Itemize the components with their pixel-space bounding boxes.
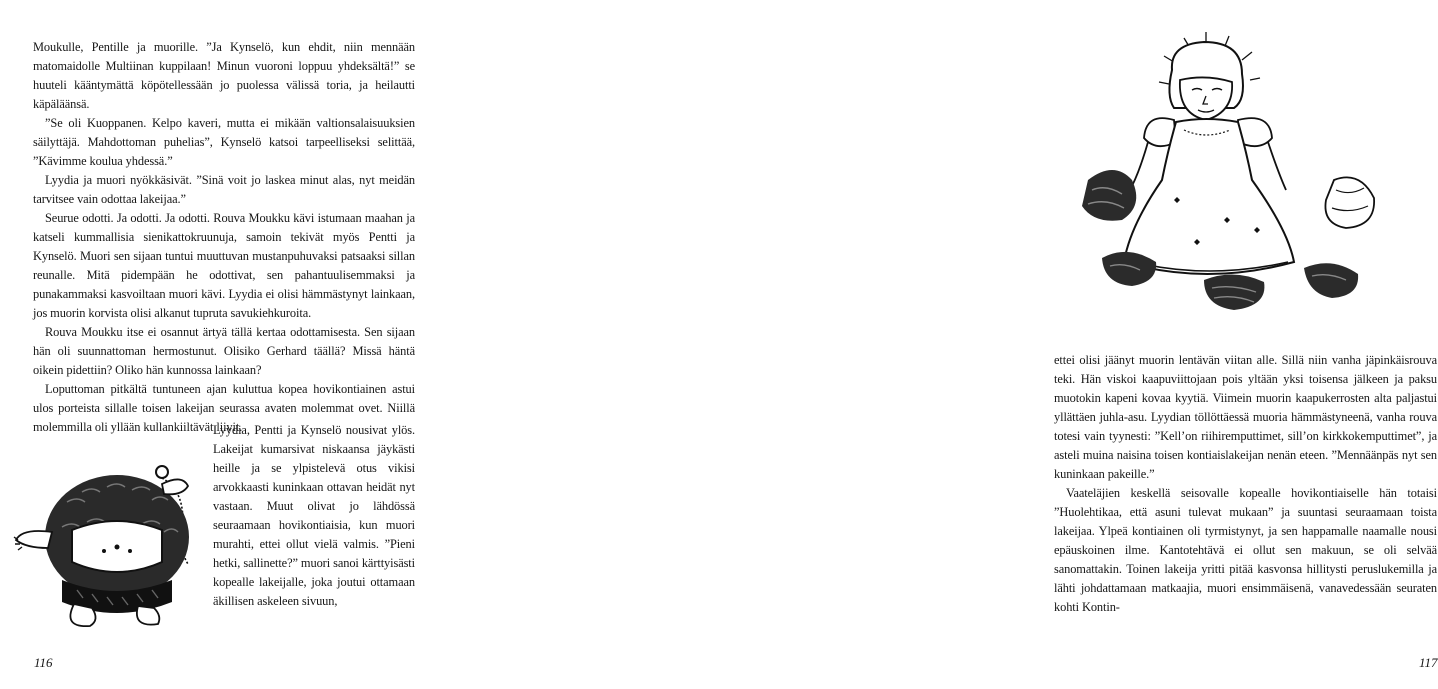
paragraph: Moukulle, Pentille ja muorille. ”Ja Kynselö, kun ehdit, niin mennään matomaidolle Multiinan kuppilaan! Minun vuoroni loppuu yhdeksältä!” se huuteli kääntymättä köpötellessään jo puolessa välissä toria, ja heilautti käpäläänsä. bbox=[33, 40, 415, 111]
old-lady-with-cloaks-illustration bbox=[1074, 30, 1434, 330]
page-number-left: 116 bbox=[34, 655, 53, 670]
left-page bbox=[0, 0, 492, 689]
page-number-right: 117 bbox=[1419, 655, 1438, 670]
right-page bbox=[492, 0, 1438, 689]
paragraph: ettei olisi jäänyt muorin lentävän viitan alle. Sillä niin vanha jäpinkäisrouva teki. Hän viskoi kaapuviittojaan pois yltään yksi toisensa jälkeen ja paksu muotokin kapeni kovaa kyytiä. Viimein muorin kaapukerrosten alta paljastui yllättäen juhla-asu. Lyydian töllöttäessä muoria hämmästyneenä, vanha rouva totesi vain tyynesti: ”Kell’on riihiremputtimet, sill’on kirkkokemputtimet”, ja asteli muina naisina toisen kontiaislakeijan nenän eteen. ”Mennäänpäs nyt sen kuninkaan pakeille.” bbox=[1054, 353, 1437, 481]
paragraph-continuation: Lyydia, Pentti ja Kynselö nousivat ylös. Lakeijat kumarsivat niskaansa jäykästi heille ja se ylpistelevä otus vikisi arvokkaasti kuninkaan ottavan heidät nyt vastaan. Muut olivat jo lähdössä seuraamaan hovikontiaisia, kun muori murahti, ettei ollut vielä valmis. ”Pieni hetki, sallinette?” muori sanoi kärttyisästi kopealle lakeijalle, joka joutui ottamaan äkillisen askeleen sivuun, bbox=[213, 423, 415, 608]
left-page-text bbox=[33, 38, 415, 437]
paragraph: Seurue odotti. Ja odotti. Ja odotti. Rouva Moukku kävi istumaan maahan ja katseli kummallisia sienikattokruunuja, samoin tekivät myös Pentti ja Kynselö. Muori sen sijaan tuntui muuttuvan mustanpuhuvaksi patsaaksi sillan reunalle. Mitä pidempään he odottivat, sen pahantuulisemmaksi ja punakammaksi kasvoiltaan muori kävi. Lyydia ei olisi hämmästynyt lainkaan, jos muorin korvista olisi alkanut tupruta savukiehkuroita. bbox=[33, 211, 415, 320]
paragraph: Vaateläjien keskellä seisovalle kopealle hovikontiaiselle hän totaisi ”Huolehtikaa, että asuni tulevat mukaan” ja suuntasi seuraamaan toista lakeijaa. Ylpeä kontiainen oli tyrmistynyt, ja sen happamalle naamalle nousi epäuskoinen ilme. Kantotehtävä ei ollut sen makuun, se oli selvää sanomattakin. Toinen lakeija yritti pitää kasvonsa hillitysti peruslukemilla ja lähti johdattamaan matkaajia, muori ensimmäisenä, vanavedessään seuraten kohti Kontin- bbox=[1054, 486, 1437, 614]
paragraph: Rouva Moukku itse ei osannut ärtyä tällä kertaa odottamisesta. Sen sijaan hän oli suunnattoman hermostunut. Olisiko Gerhard täällä? Missä häntä oikein pidettiin? Oliko hän kunnossa lainkaan? bbox=[33, 325, 415, 377]
paragraph: ”Se oli Kuoppanen. Kelpo kaveri, mutta ei mikään valtionsalaisuuksien säilyttäjä. Mahdottoman puhelias”, Kynselö katsoi tarpeelliseksi selittää, ”Kävimme koulua yhdessä.” bbox=[33, 116, 415, 168]
left-page-text-wrap bbox=[213, 421, 415, 611]
mole-butler-illustration bbox=[12, 452, 212, 632]
paragraph: Loputtoman pitkältä tuntuneen ajan kuluttua kopea hovikontiainen astui ulos porteista sillalle toisen lakeijan seurassa avaten molemmat ovet. Niillä molemmilla oli yllään kullankiiltävät liivit. bbox=[33, 382, 415, 434]
paragraph: Lyydia ja muori nyökkäsivät. ”Sinä voit jo laskea minut alas, nyt meidän tarvitsee vain odottaa lakeijaa.” bbox=[33, 173, 415, 206]
right-page-text bbox=[1054, 351, 1437, 617]
